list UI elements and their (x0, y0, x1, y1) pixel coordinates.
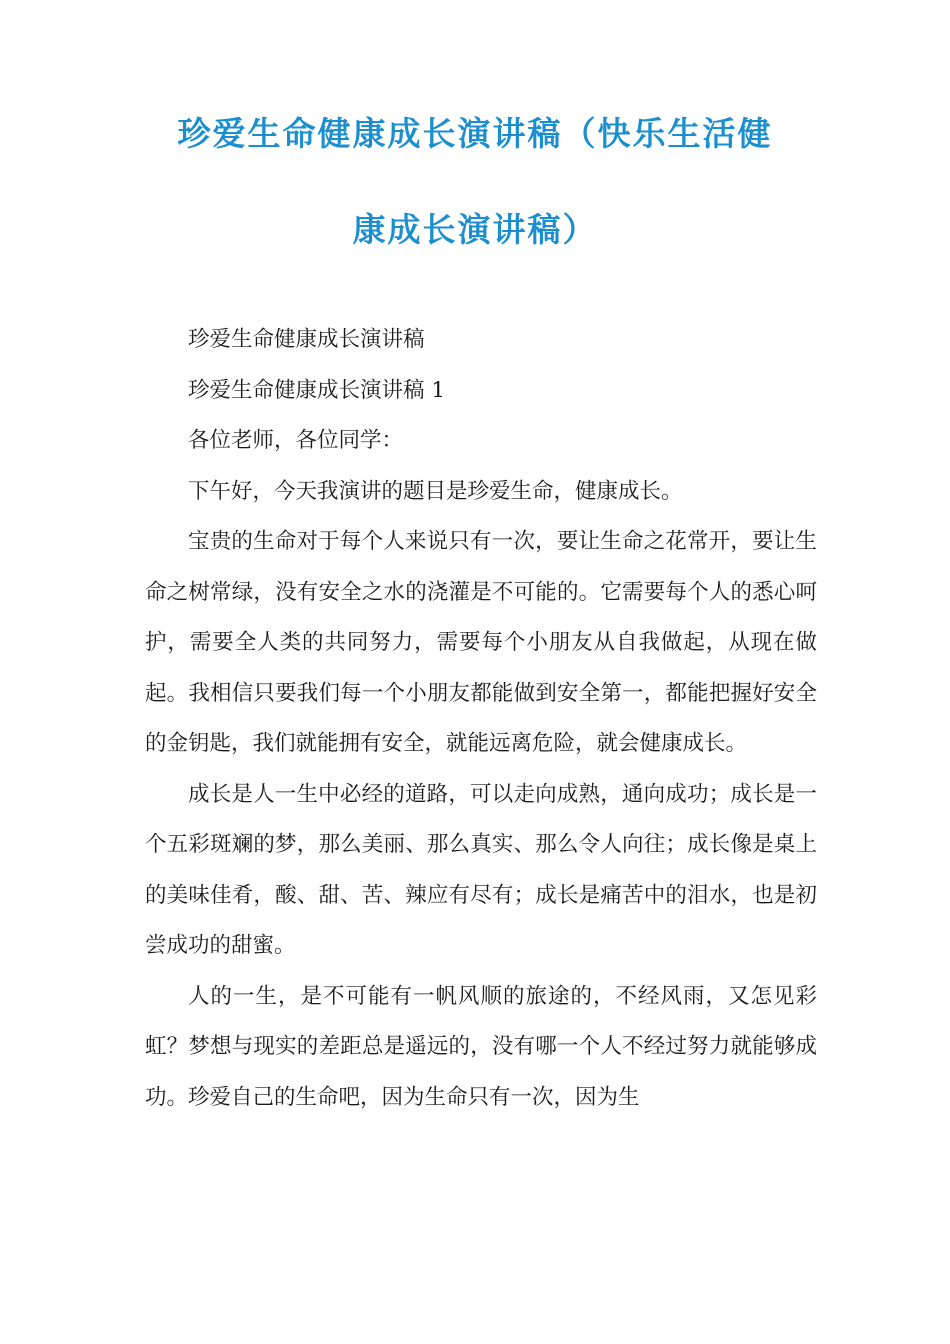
document-title-line-1: 珍爱生命健康成长演讲稿（快乐生活健 (177, 114, 773, 153)
paragraph-subheading: 珍爱生命健康成长演讲稿 1 (188, 377, 446, 403)
paragraph: 人的一生，是不可能有一帆风顺的旅途的，不经风雨，又怎见彩虹？梦想与现实的差距总是遥远的，没有哪一个人不经过努力就能够成功。珍爱自己的生命吧，因为生命只有一次，因为生 (145, 983, 817, 1110)
paragraph-heading: 珍爱生命健康成长演讲稿 (188, 327, 425, 352)
document-body (145, 315, 817, 1123)
paragraph: 成长是人一生中必经的道路，可以走向成熟，通向成功；成长是一个五彩斑斓的梦，那么美丽、那么真实、那么令人向往；成长像是桌上的美味佳肴，酸、甜、苦、辣应有尽有；成长是痛苦中的泪水，也是初尝成功的甜蜜。 (145, 781, 817, 958)
paragraph: 宝贵的生命对于每个人来说只有一次，要让生命之花常开，要让生命之树常绿，没有安全之水的浇灌是不可能的。它需要每个人的悉心呵护，需要全人类的共同努力，需要每个小朋友从自我做起，从现在做起。我相信只要我们每一个小朋友都能做到安全第一，都能把握好安全的金钥匙，我们就能拥有安全，就能远离危险，就会健康成长。 (145, 529, 817, 756)
paragraph-salutation: 各位老师，各位同学： (188, 428, 404, 453)
document-title-line-2: 康成长演讲稿） (352, 210, 598, 249)
paragraph-greeting: 下午好，今天我演讲的题目是珍爱生命，健康成长。 (188, 478, 683, 504)
